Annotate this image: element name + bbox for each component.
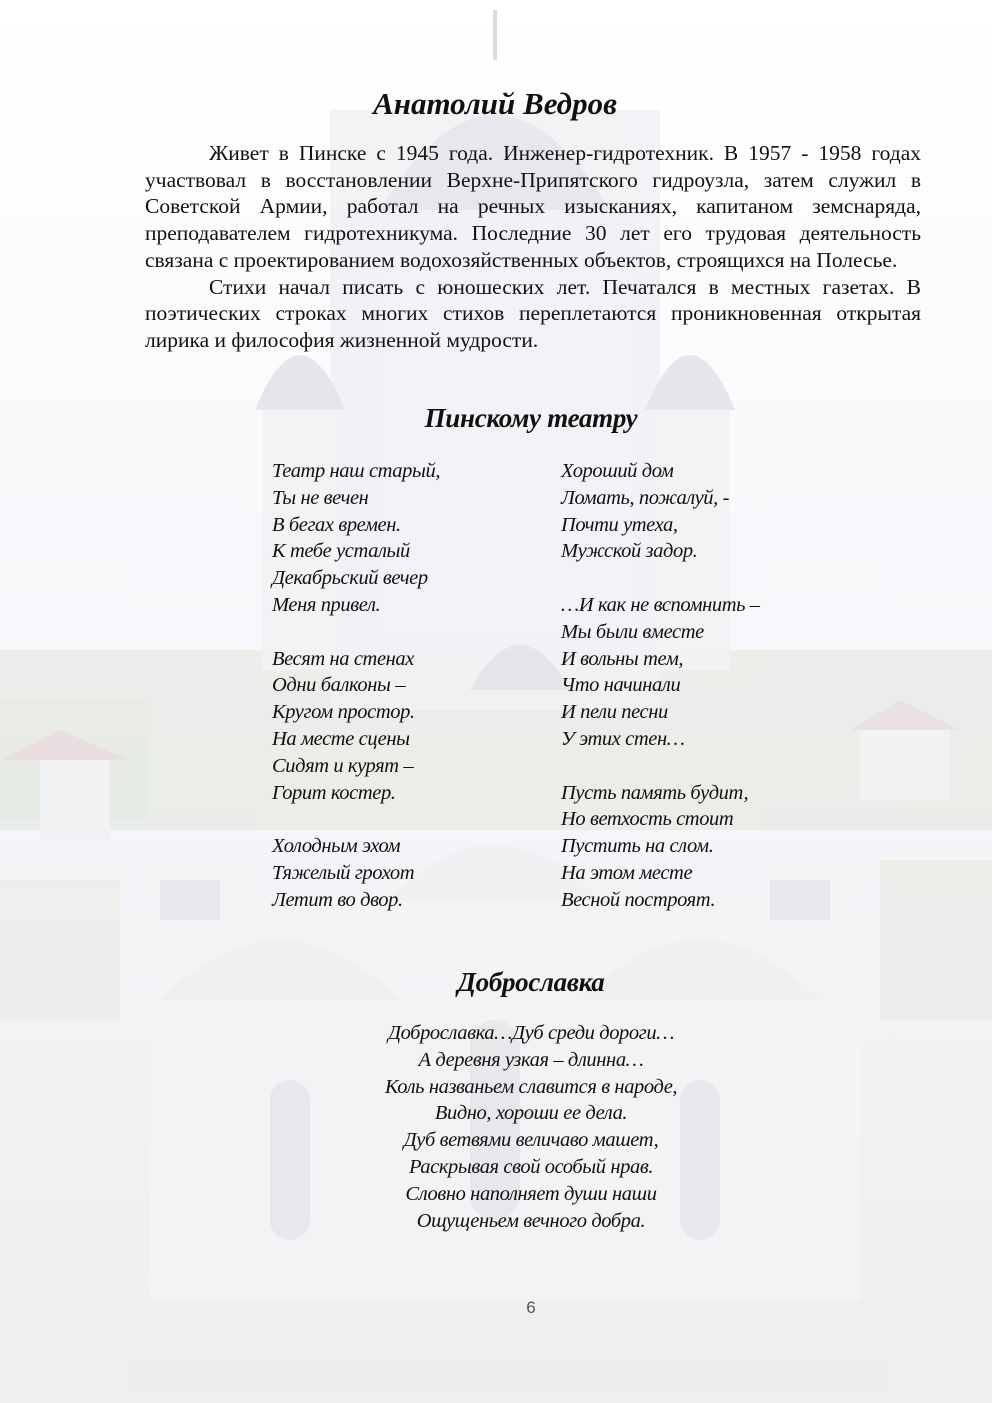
- poem-title-dobroslavka: Доброславка: [457, 967, 605, 997]
- poem-line: Что начинали: [561, 674, 681, 697]
- poem-line: На месте сцены: [272, 727, 410, 750]
- bio-paragraph: Стихи начал писать с юношеских лет. Печатался в местных газетах. В поэтических строках многих стихов переплетаются проникновенная открытая лирика и философия жизненной мудрости.: [145, 274, 921, 352]
- page-number: 6: [526, 1298, 536, 1317]
- author-biography: [145, 140, 921, 354]
- poem-line: Ломать, пожалуй, -: [561, 486, 730, 509]
- poem-line: Ощущеньем вечного добра.: [416, 1209, 646, 1232]
- poem-line: Коль названьем славится в народе,: [384, 1075, 678, 1098]
- poem-line: Сидят и курят –: [272, 754, 414, 777]
- poem-line: Доброславка…Дуб среди дороги…: [387, 1022, 675, 1044]
- poem-line: Декабрьский вечер: [272, 567, 428, 590]
- poem-line: На этом месте: [561, 861, 693, 884]
- poem-line: Но ветхость стоит: [561, 808, 734, 831]
- stanza-break: [272, 806, 440, 833]
- poem-line: Почти утеха,: [561, 513, 678, 536]
- stanza-break: [561, 753, 760, 780]
- poem-line: Одни балконы –: [272, 674, 406, 697]
- poem-line: Мужской задор.: [561, 540, 698, 563]
- poem-line: Тяжелый грохот: [272, 861, 415, 884]
- poem-line: Меня привел.: [272, 593, 381, 616]
- poem-line: Пустить на слом.: [561, 835, 714, 858]
- poem-line: Театр наш старый,: [272, 460, 441, 482]
- poem-dobroslavka: [0, 1020, 992, 1234]
- author-name-heading: Анатолий Ведров: [373, 86, 617, 121]
- poem-line: Мы были вместе: [561, 620, 704, 643]
- poem-line: В бегах времен.: [272, 513, 401, 536]
- poem-line: И вольны тем,: [561, 647, 684, 670]
- poem-line: Ты не вечен: [272, 486, 369, 509]
- poem-line: Холодным эхом: [272, 835, 401, 858]
- stanza-break: [561, 565, 760, 592]
- poem-title-pinsk-theatre: Пинскому театру: [424, 403, 638, 433]
- poem-line: А деревня узкая – длинна…: [418, 1048, 644, 1071]
- poem-line: К тебе усталый: [272, 540, 410, 563]
- poem-right-column: [561, 458, 760, 914]
- poem-line: Видно, хороши ее дела.: [434, 1102, 628, 1125]
- poem-line: Пусть память будит,: [561, 781, 749, 804]
- poem-line: Раскрывая свой особый нрав.: [408, 1155, 654, 1178]
- poem-line: Горит костер.: [272, 781, 396, 804]
- poem-line: …И как не вспомнить –: [561, 593, 760, 616]
- poem-line: Дуб ветвями величаво машет,: [403, 1129, 659, 1152]
- poem-line: Весят на стенах: [272, 647, 414, 670]
- bio-paragraph: Живет в Пинске с 1945 года. Инженер-гидротехник. В 1957 - 1958 годах участвовал в восстановлении Верхне-Припятского гидроузла, затем служил в Советской Армии, работал на речных изысканиях, капитаном земснаряда, преподавателем гидротехникума. Последние 30 лет его трудовая деятельность связана с проектированием водохозяйственных объектов, строящихся на Полесье.: [145, 141, 921, 272]
- poem-line: Летит во двор.: [272, 888, 403, 911]
- poem-line: Весной построят.: [561, 888, 716, 911]
- poem-line: Хороший дом: [561, 460, 674, 482]
- poem-left-column: [272, 458, 440, 914]
- poem-line: У этих стен…: [561, 727, 685, 750]
- poem-line: Словно наполняет души наши: [405, 1182, 657, 1205]
- poem-line: Кругом простор.: [272, 701, 415, 724]
- poem-line: И пели песни: [561, 701, 668, 724]
- stanza-break: [272, 619, 440, 646]
